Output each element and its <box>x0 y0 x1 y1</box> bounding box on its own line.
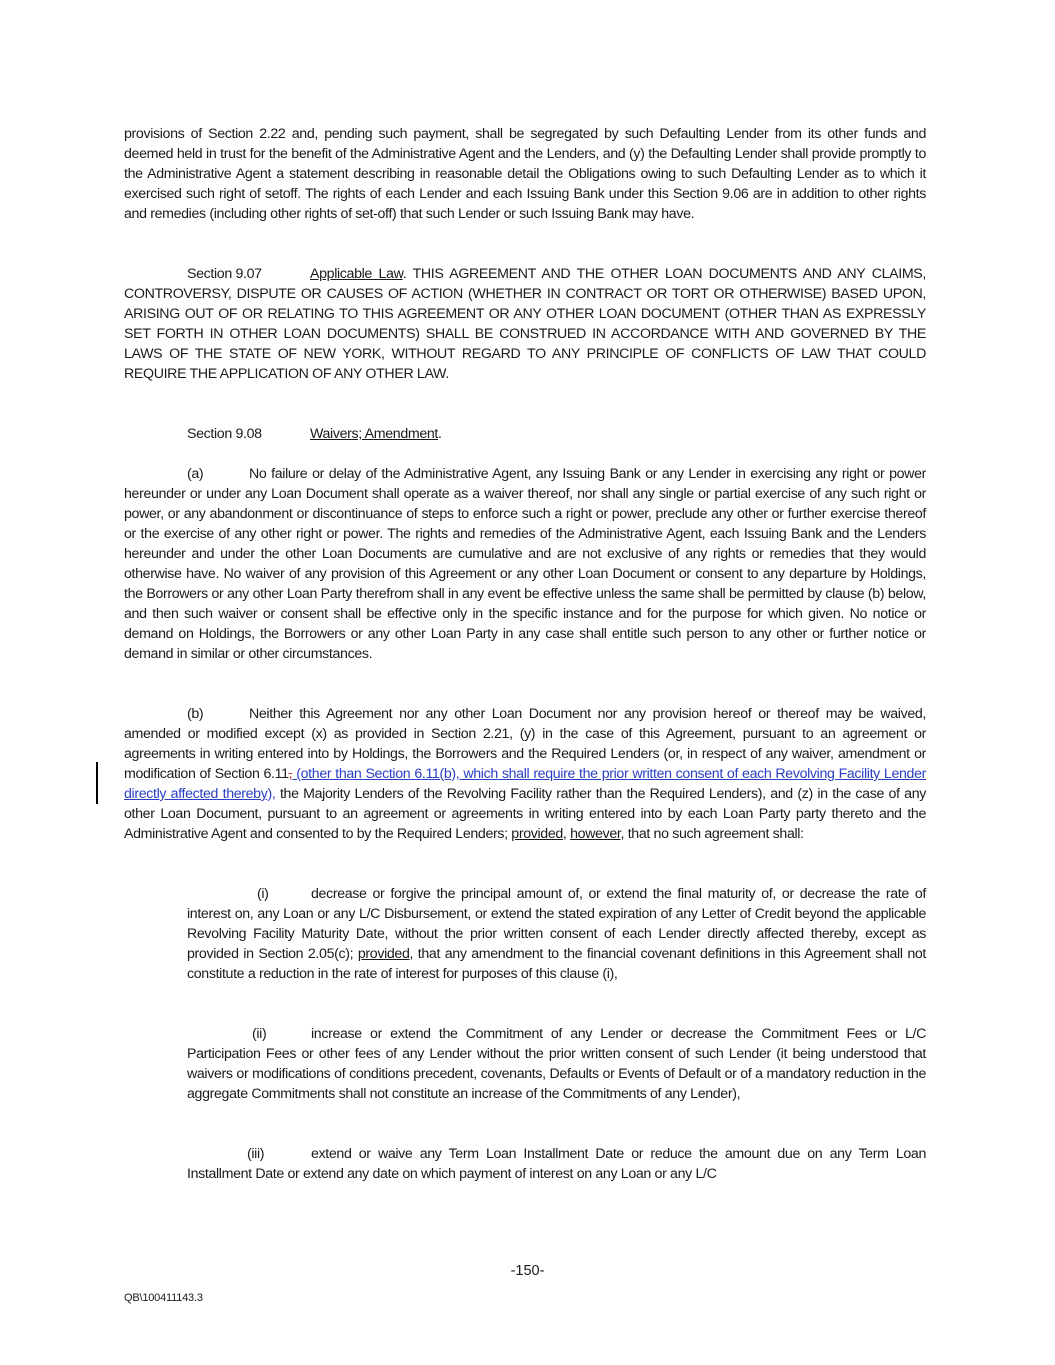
however-term: however <box>570 826 621 842</box>
section-body: THIS AGREEMENT AND THE OTHER LOAN DOCUMENTS AND ANY CLAIMS, CONTROVERSY, DISPUTE OR CAUSES OF ACTION (WHETHER IN CONTRACT OR TORT OR OTHERWISE) BASED UPON, ARISING OUT OF OR RELATING TO THIS AGREEMENT OR ANY OTHER LOAN DOCUMENT (OTHER THAN AS EXPRESSLY SET FORTH IN OTHER LOAN DOCUMENTS) SHALL BE CONSTRUED IN ACCORDANCE WITH AND GOVERNED BY THE LAWS OF THE STATE OF NEW YORK, WITHOUT REGARD TO ANY PRINCIPLE OF CONFLICTS OF LAW THAT COULD REQUIRE THE APPLICATION OF ANY OTHER LAW. <box>124 266 927 382</box>
subclause-label: (iii) <box>247 1146 265 1162</box>
inserted-text: (other than Section 6.11(b), which shall require the prior written consent of each Revolving Facility Lender directly affected thereby), <box>124 766 926 802</box>
subclause-body: increase or extend the Commitment of any Lender or decrease the Commitment Fees or L/C Participation Fees or other fees of any Lender without the prior written consent of such Lender (it being understood that waivers or modifications of conditions precedent, covenants, Defaults or Events of Default or of a mandatory reduction in the aggregate Commitments shall not constitute an increase of the Commitments of any Lender), <box>187 1026 926 1102</box>
subclause-iii <box>187 1144 926 1184</box>
clause-b <box>124 704 926 844</box>
clause-label: (b) <box>187 706 204 722</box>
section-9-08-heading: Section 9.08 Waivers; Amendment. <box>187 426 442 442</box>
clause-a <box>124 464 926 664</box>
page-number: -150- <box>510 1263 545 1279</box>
clause-label: (a) <box>187 466 204 482</box>
clause-body-3: , that no such agreement shall: <box>620 826 804 842</box>
deleted-text: , <box>288 766 293 782</box>
subclause-ii <box>187 1024 926 1104</box>
clause-body-1: Neither this Agreement nor any other Loan Document nor any provision hereof or thereof may be waived, amended or modified except (x) as provided in Section 2.21, (y) in the case of this Agreement, pursuant to an agreement or agreements in writing entered into by Holdings, the Borrowers and the Required Lenders (or, in respect of any waiver, amendment or modification of Section 6.11 <box>124 706 926 782</box>
revision-change-bar <box>96 762 98 804</box>
subclause-body: extend or waive any Term Loan Installment Date or reduce the amount due on any Term Loan Installment Date or extend any date on which payment of interest on any Loan or any L/C <box>187 1146 926 1182</box>
subclause-i <box>187 884 926 984</box>
document-id: QB\100411143.3 <box>124 1292 203 1304</box>
section-title: Applicable Law <box>310 266 403 282</box>
provided-term: provided <box>511 826 563 842</box>
clause-body-2: the Majority Lenders of the Revolving Facility rather than the Required Lenders), and (z) in the case of any other Loan Document, pursuant to an agreement or agreements in writing entered into by each Loan Party party thereto and the Administrative Agent and consented to by the Required Lenders; <box>124 786 926 842</box>
subclause-body-2: , that any amendment to the financial covenant definitions in this Agreement shall not constitute a reduction in the rate of interest for purposes of this clause (i), <box>187 946 926 982</box>
provided-term: provided <box>357 946 410 962</box>
subclause-label: (ii) <box>252 1026 267 1042</box>
comma: , <box>562 826 571 842</box>
clause-body: No failure or delay of the Administrative Agent, any Issuing Bank or any Lender in exercising any right or power hereunder or under any Loan Document shall operate as a waiver thereof, nor shall any single or partial exercise of any such right or power, or any abandonment or discontinuance of steps to enforce such a right or power, preclude any other or further exercise thereof or the exercise of any other right or power. The rights and remedies of the Administrative Agent, each Issuing Bank and the Lenders hereunder and under the other Loan Documents are cumulative and are not exclusive of any rights or remedies that they would otherwise have. No waiver of any provision of this Agreement or any other Loan Document or consent to any departure by Holdings, the Borrowers or any other Loan Party therefrom shall in any event be effective unless the same shall be permitted by clause (b) below, and then such waiver or consent shall be effective only in the specific instance and for the purpose for which given. No notice or demand on Holdings, the Borrowers or any other Loan Party in any case shall entitle such person to any other or further notice or demand in similar or other circumstances. <box>124 466 926 662</box>
section-number: Section 9.07 <box>187 266 262 282</box>
subclause-body-1: decrease or forgive the principal amount of, or extend the final maturity of, or decrease the rate of interest on, any Loan or any L/C Disbursement, or extend the stated expiration of any Letter of Credit beyond the applicable Revolving Facility Maturity Date, without the prior written consent of each Lender directly affected thereby, except as provided in Section 2.05(c); <box>187 886 926 962</box>
paragraph-continuation: provisions of Section 2.22 and, pending such payment, shall be segregated by such Defaulting Lender from its other funds and deemed held in trust for the benefit of the Administrative Agent and the Lenders, and (y) the Defaulting Lender shall provide promptly to the Administrative Agent a statement describing in reasonable detail the Obligations owing to such Defaulting Lender as to which it exercised such right of setoff. The rights of each Lender and each Issuing Bank under this Section 9.06 are in addition to other rights and remedies (including other rights of set-off) that such Lender or such Issuing Bank may have. <box>124 126 926 222</box>
section-9-07: Section 9.07 Applicable Law. THIS AGREEMENT AND THE OTHER LOAN DOCUMENTS AND ANY CLAIMS, CONTROVERSY, DISPUTE OR CAUSES OF ACTION (WHETHER IN CONTRACT OR TORT OR OTHERWISE) BASED UPON, ARISING OUT OF OR RELATING TO THIS AGREEMENT OR ANY OTHER LOAN DOCUMENT (OTHER THAN AS EXPRESSLY SET FORTH IN OTHER LOAN DOCUMENTS) SHALL BE CONSTRUED IN ACCORDANCE WITH AND GOVERNED BY THE LAWS OF THE STATE OF NEW YORK, WITHOUT REGARD TO ANY PRINCIPLE OF CONFLICTS OF LAW THAT COULD REQUIRE THE APPLICATION OF ANY OTHER LAW. <box>124 266 927 382</box>
subclause-label: (i) <box>257 886 269 902</box>
section-number: Section 9.08 <box>187 426 262 442</box>
section-title: Waivers; Amendment <box>310 426 439 442</box>
